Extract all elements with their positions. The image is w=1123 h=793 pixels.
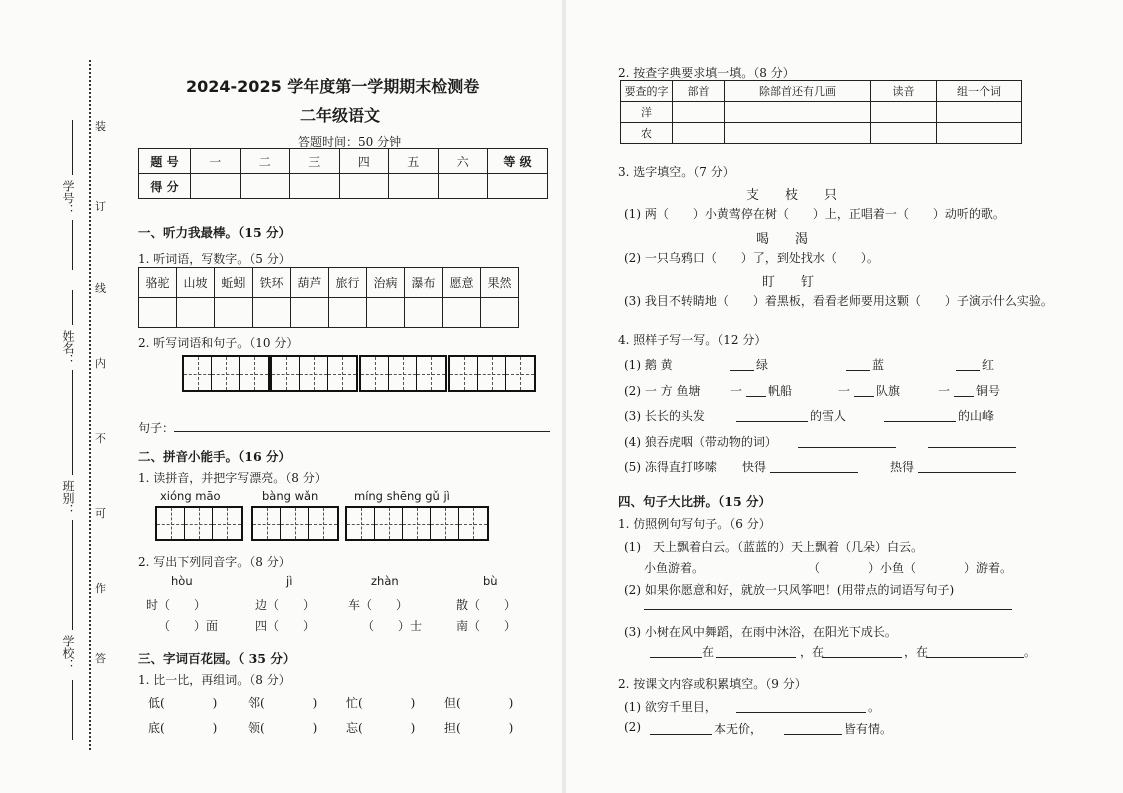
homophone-blank[interactable]: 南（ ） xyxy=(456,619,517,633)
compare-blank[interactable]: 忘( ) xyxy=(346,721,416,735)
part1-q2-prompt: 2. 听写词语和句子。（10 分） xyxy=(138,336,299,350)
fill-word: 在 xyxy=(702,645,715,659)
sentence-answer-line[interactable] xyxy=(174,431,550,432)
compare-blank[interactable]: 邻( ) xyxy=(248,696,318,710)
answer-line[interactable] xyxy=(716,657,796,658)
word-cell: 愿意 xyxy=(443,268,481,298)
dict-header-cell: 组一个词 xyxy=(937,81,1022,102)
score-header-cell: 六 xyxy=(438,149,488,174)
number-answer-cell[interactable] xyxy=(177,298,215,328)
score-header-cell: 四 xyxy=(339,149,389,174)
phrase-word: 的山峰 xyxy=(958,409,995,423)
answer-line[interactable] xyxy=(650,734,712,735)
answer-line[interactable] xyxy=(736,421,808,422)
example-phrase: (2) 一 方 鱼塘 xyxy=(624,384,701,398)
answer-line[interactable] xyxy=(956,370,980,371)
compare-blank[interactable]: 但( ) xyxy=(444,696,514,710)
recite-line: (2) xyxy=(624,720,641,734)
seal-char: 可 xyxy=(95,507,106,520)
exam-subject: 二年级语文 xyxy=(300,106,381,125)
score-cell[interactable] xyxy=(488,174,548,199)
dict-answer-cell[interactable] xyxy=(871,123,937,144)
pinyin-label: míng shēng gǔ jì xyxy=(354,489,450,503)
score-cell[interactable] xyxy=(389,174,439,199)
homophone-pinyin: zhàn xyxy=(371,574,399,588)
word-cell: 山坡 xyxy=(177,268,215,298)
seal-char: 订 xyxy=(95,200,106,213)
phrase-word: 蓝 xyxy=(872,358,885,372)
pinyin-label: bàng wǎn xyxy=(262,489,319,503)
homophone-blank[interactable]: 四（ ） xyxy=(255,619,316,633)
imitation-sentence: (3) 小树在风中舞蹈，在雨中沐浴，在阳光下成长。 xyxy=(624,625,897,639)
seal-char: 内 xyxy=(95,357,106,370)
compare-blank[interactable]: 担( ) xyxy=(444,721,514,735)
word-cell: 瀑布 xyxy=(405,268,443,298)
fill-word: ，在 xyxy=(800,645,825,659)
homophone-pinyin: bù xyxy=(483,574,498,588)
phrase-word: 铜号 xyxy=(976,384,1001,398)
word-cell: 铁环 xyxy=(253,268,291,298)
answer-line[interactable] xyxy=(846,370,870,371)
pinyin-label: xióng māo xyxy=(160,489,221,503)
dict-header-cell: 除部首还有几画 xyxy=(725,81,871,102)
number-answer-cell[interactable] xyxy=(405,298,443,328)
binding-strip xyxy=(0,0,120,793)
number-answer-cell[interactable] xyxy=(367,298,405,328)
seal-char: 不 xyxy=(95,432,106,445)
choice-options: 喝 渴 xyxy=(756,232,809,247)
dict-header-cell: 读音 xyxy=(871,81,937,102)
phrase-word: 队旗 xyxy=(876,384,901,398)
phrase-word: 一 xyxy=(730,384,743,398)
word-cell: 蚯蚓 xyxy=(215,268,253,298)
score-header-cell: 等 级 xyxy=(488,149,548,174)
example-phrase: (3) 长长的头发 xyxy=(624,409,705,423)
number-answer-cell[interactable] xyxy=(329,298,367,328)
student-number-field[interactable] xyxy=(54,120,84,270)
number-answer-cell[interactable] xyxy=(291,298,329,328)
school-field[interactable] xyxy=(54,590,84,740)
dict-answer-cell[interactable] xyxy=(937,123,1022,144)
pinyin-writing-grid[interactable] xyxy=(251,506,339,541)
score-header-cell: 一 xyxy=(191,149,241,174)
part4-q2-prompt: 2. 按课文内容或积累填空。（9 分） xyxy=(618,677,807,691)
dictation-grid[interactable] xyxy=(182,355,270,392)
dict-char-cell: 农 xyxy=(621,123,673,144)
word-cell: 治病 xyxy=(367,268,405,298)
seal-char: 装 xyxy=(95,120,106,133)
phrase-word: 一 xyxy=(838,384,851,398)
number-answer-cell[interactable] xyxy=(139,298,177,328)
number-answer-cell[interactable] xyxy=(215,298,253,328)
dict-answer-cell[interactable] xyxy=(673,102,725,123)
answer-line[interactable] xyxy=(730,370,754,371)
score-header-cell: 题 号 xyxy=(139,149,191,174)
word-cell: 葫芦 xyxy=(291,268,329,298)
homophone-blank[interactable]: 车（ ） xyxy=(348,598,409,612)
homophone-blank[interactable]: 散（ ） xyxy=(456,598,517,612)
dict-answer-cell[interactable] xyxy=(871,102,937,123)
phrase-word: 绿 xyxy=(756,358,769,372)
score-cell[interactable] xyxy=(438,174,488,199)
answer-line[interactable] xyxy=(784,734,842,735)
imitation-blank[interactable]: （ ）小鱼（ ）游着。 xyxy=(808,561,1013,575)
part4-q1-prompt: 1. 仿照例句写句子。（6 分） xyxy=(618,517,771,531)
recite-line: 皆有情。 xyxy=(844,722,893,736)
dict-header-cell: 要查的字 xyxy=(621,81,673,102)
imitation-base: 小鱼游着。 xyxy=(644,561,705,575)
class-field[interactable] xyxy=(54,440,84,590)
compare-blank[interactable]: 低( ) xyxy=(148,696,218,710)
dictation-grid[interactable] xyxy=(448,355,536,392)
dict-header-cell: 部首 xyxy=(673,81,725,102)
score-cell[interactable] xyxy=(290,174,340,199)
example-phrase: (4) 狼吞虎咽（带动物的词） xyxy=(624,435,777,449)
word-cell: 骆驼 xyxy=(139,268,177,298)
seal-char: 答 xyxy=(95,652,106,665)
answer-line[interactable] xyxy=(926,657,1024,658)
score-cell[interactable] xyxy=(191,174,241,199)
student-number-label: 学号： xyxy=(61,180,75,216)
choice-sentence[interactable]: (1) 两（ ）小黄莺停在树（ ）上，正唱着一（ ）动听的歌。 xyxy=(624,207,1005,221)
choice-options: 支 枝 只 xyxy=(746,188,838,203)
compare-blank[interactable]: 底( ) xyxy=(148,721,218,735)
answer-line[interactable] xyxy=(650,657,702,658)
phrase-word: 帆船 xyxy=(768,384,793,398)
dict-answer-cell[interactable] xyxy=(673,123,725,144)
word-cell: 果然 xyxy=(481,268,519,298)
score-cell[interactable] xyxy=(339,174,389,199)
homophone-blank[interactable]: 时（ ） xyxy=(146,598,207,612)
example-phrase: (5) 冻得直打哆嗦 xyxy=(624,460,717,474)
word-cell: 旅行 xyxy=(329,268,367,298)
sentence-label: 句子： xyxy=(138,421,175,435)
dictionary-table xyxy=(620,80,1022,144)
score-table xyxy=(138,148,548,199)
score-header-cell: 五 xyxy=(389,149,439,174)
homophone-blank[interactable]: 边（ ） xyxy=(255,598,316,612)
imitation-example: (1) 天上飘着白云。（蓝蓝的）天上飘着（几朵）白云。 xyxy=(624,540,924,554)
fill-word: 。 xyxy=(1024,645,1037,659)
choice-sentence[interactable]: (2) 一只乌鸦口（ ）了，到处找水（ ）。 xyxy=(624,251,879,265)
part3-q3-prompt: 3. 选字填空。（7 分） xyxy=(618,165,735,179)
phrase-word: 红 xyxy=(982,358,995,372)
part4-heading: 四、句子大比拼。（15 分） xyxy=(618,494,771,509)
dict-answer-cell[interactable] xyxy=(937,102,1022,123)
homophone-blank[interactable]: （ ）面 xyxy=(158,619,219,633)
right-page xyxy=(566,0,1123,793)
phrase-word: 热得 xyxy=(890,460,915,474)
binding-dotted-line xyxy=(89,60,91,750)
name-label: 姓名： xyxy=(61,330,75,366)
dictation-grid[interactable] xyxy=(270,355,358,392)
recite-line: (1) 欲穷千里目， xyxy=(624,700,717,714)
score-row-label: 得 分 xyxy=(139,174,191,199)
answer-line[interactable] xyxy=(798,447,896,448)
part3-q4-prompt: 4. 照样子写一写。（12 分） xyxy=(618,333,767,347)
choice-sentence[interactable]: (3) 我目不转睛地（ ）着黑板，看看老师要用这颗（ ）子演示什么实验。 xyxy=(624,294,1053,308)
part2-q2-prompt: 2. 写出下列同音字。（8 分） xyxy=(138,555,291,569)
part3-heading: 三、字词百花园。（ 35 分） xyxy=(138,651,296,666)
dict-answer-cell[interactable] xyxy=(725,123,871,144)
exam-time: 答题时间：50 分钟 xyxy=(298,135,402,149)
dict-char-cell: 洋 xyxy=(621,102,673,123)
part2-q1-prompt: 1. 读拼音，并把字写漂亮。（8 分） xyxy=(138,471,327,485)
seal-char: 作 xyxy=(95,582,106,595)
answer-line[interactable] xyxy=(746,396,766,397)
fill-word: ，在 xyxy=(904,645,929,659)
phrase-word: 的雪人 xyxy=(810,409,847,423)
recite-line: 本无价， xyxy=(714,722,763,736)
seal-char: 线 xyxy=(95,282,106,295)
example-phrase: (1) 鹅 黄 xyxy=(624,358,673,372)
answer-line[interactable] xyxy=(770,472,858,473)
recite-punct: 。 xyxy=(868,700,881,714)
answer-line[interactable] xyxy=(854,396,874,397)
part2-heading: 二、拼音小能手。（16 分） xyxy=(138,449,291,464)
number-answer-cell[interactable] xyxy=(481,298,519,328)
part1-heading: 一、听力我最棒。（15 分） xyxy=(138,225,291,240)
answer-line[interactable] xyxy=(884,421,956,422)
dict-answer-cell[interactable] xyxy=(725,102,871,123)
exam-title: 2024-2025 学年度第一学期期末检测卷 xyxy=(186,77,480,96)
answer-line[interactable] xyxy=(954,396,974,397)
homophone-blank[interactable]: （ ）士 xyxy=(362,619,423,633)
phrase-word: 快得 xyxy=(742,460,767,474)
number-answer-cell[interactable] xyxy=(253,298,291,328)
imitation-sentence: (2) 如果你愿意和好，就放一只风筝吧！(用带点的词语写句子) xyxy=(624,583,955,597)
answer-line[interactable] xyxy=(644,609,1012,610)
choice-options: 盯 钉 xyxy=(762,275,815,290)
homophone-pinyin: jì xyxy=(286,574,293,588)
answer-line[interactable] xyxy=(736,712,866,713)
score-cell[interactable] xyxy=(240,174,290,199)
compare-blank[interactable]: 忙( ) xyxy=(346,696,416,710)
pinyin-writing-grid[interactable] xyxy=(155,506,243,541)
class-label: 班别： xyxy=(61,480,75,516)
score-header-cell: 三 xyxy=(290,149,340,174)
answer-line[interactable] xyxy=(918,472,1016,473)
part1-q1-prompt: 1. 听词语，写数字。（5 分） xyxy=(138,252,291,266)
score-header-cell: 二 xyxy=(240,149,290,174)
listening-word-table xyxy=(138,267,519,328)
homophone-pinyin: hòu xyxy=(171,574,193,588)
part3-q2-prompt: 2. 按查字典要求填一填。（8 分） xyxy=(618,66,795,80)
compare-blank[interactable]: 领( ) xyxy=(248,721,318,735)
answer-line[interactable] xyxy=(822,657,902,658)
pinyin-writing-grid[interactable] xyxy=(345,506,489,541)
name-field[interactable] xyxy=(54,290,84,440)
phrase-word: 一 xyxy=(938,384,951,398)
part3-q1-prompt: 1. 比一比，再组词。（8 分） xyxy=(138,673,291,687)
answer-line[interactable] xyxy=(928,447,1016,448)
number-answer-cell[interactable] xyxy=(443,298,481,328)
dictation-grid[interactable] xyxy=(359,355,447,392)
school-label: 学校： xyxy=(61,635,75,671)
